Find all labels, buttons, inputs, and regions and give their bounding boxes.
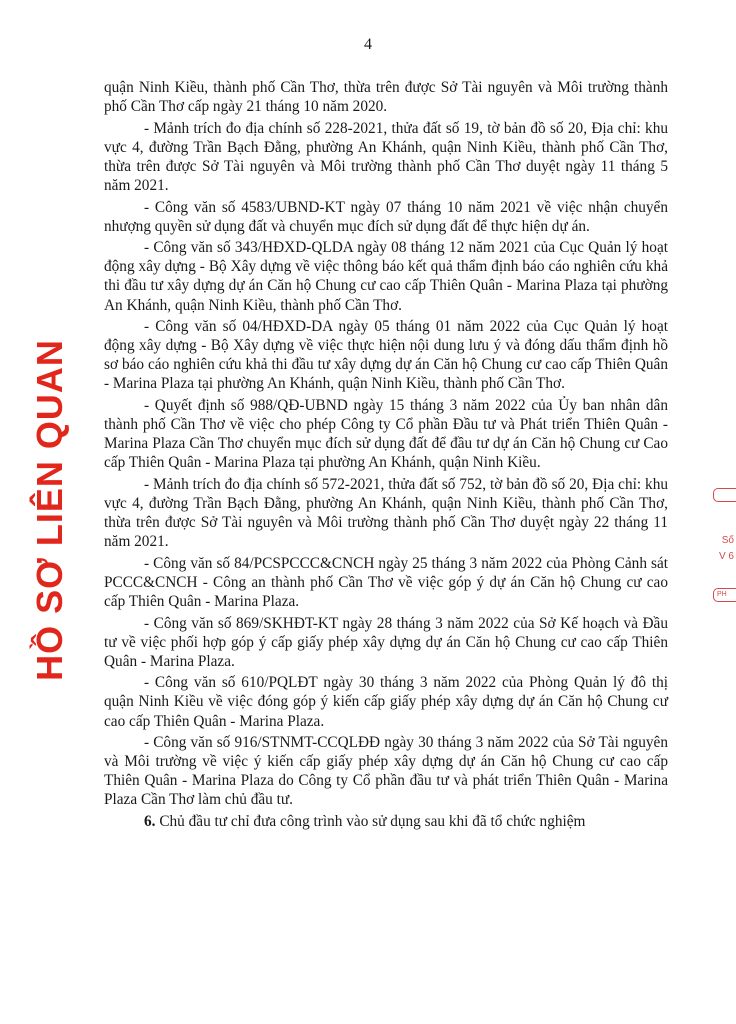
- item-text: Chủ đầu tư chỉ đưa công trình vào sử dụng sau khi đã tổ chức nghiệm: [159, 812, 586, 830]
- document-body: [104, 78, 668, 834]
- paragraph-item: - Công văn số 84/PCSPCCC&CNCH ngày 25 tháng 3 năm 2022 của Phòng Cảnh sát PCCC&CNCH - Công an thành phố Cần Thơ về việc góp ý dự án Căn hộ Chung cư cao cấp Thiên Quân - Marina Plaza.: [104, 554, 668, 610]
- final-numbered-item: [104, 812, 668, 831]
- paragraph-item: - Công văn số 343/HĐXD-QLDA ngày 08 tháng 12 năm 2021 của Cục Quản lý hoạt động xây dựng - Bộ Xây dựng về việc thông báo kết quả thẩm định báo cáo nghiên cứu khả thi đầu tư xây dựng dự án Căn hộ Chung cư cao cấp Thiên Quân - Marina Plaza tại phường An Khánh, quận Ninh Kiều, thành phố Cần Thơ.: [104, 239, 668, 314]
- margin-stamp-bottom: PH: [713, 588, 736, 602]
- paragraph-item: - Công văn số 04/HĐXD-DA ngày 05 tháng 01 năm 2022 của Cục Quản lý hoạt động xây dựng - Bộ Xây dựng về việc thực hiện nội dung lưu ý và đóng dấu thẩm định hồ sơ báo cáo nghiên cứu khả thi đầu tư xây dựng dự án Căn hộ Chung cư cao cấp Thiên Quân - Marina Plaza tại phường An Khánh, quận Ninh Kiều, thành phố Cần Thơ.: [104, 318, 668, 393]
- margin-stamp-top: [713, 488, 736, 502]
- margin-stamp-lower: V 6: [718, 551, 734, 562]
- paragraph-item: - Công văn số 916/STNMT-CCQLĐĐ ngày 30 tháng 3 năm 2022 của Sở Tài nguyên và Môi trường về việc ý kiến cấp giấy phép xây dựng dự án Căn hộ Chung cư cao cấp Thiên Quân - Marina Plaza do Công ty Cổ phần đầu tư và phát triển Thiên Quân - Marina Plaza Cần Thơ làm chủ đầu tư.: [104, 734, 668, 809]
- stamp-text: HỒ SƠ LIÊN QUAN: [29, 339, 70, 681]
- paragraph-item: - Mảnh trích đo địa chính số 572-2021, thửa đất số 752, tờ bản đồ số 20, Địa chỉ: khu vực 4, đường Trần Bạch Đằng, phường An Khánh, quận Ninh Kiều, thành phố Cần Thơ, thừa trên được Sở Tài nguyên và Môi trường thành phố Cần Thơ duyệt ngày 22 tháng 11 năm 2021.: [104, 475, 668, 551]
- margin-stamp-fragments: [708, 480, 736, 620]
- page-number: 4: [364, 36, 372, 53]
- paragraph-item: - Công văn số 4583/UBND-KT ngày 07 tháng 10 năm 2021 về việc nhận chuyển nhượng quyền sử dụng đất và chuyển mục đích sử dụng đất để thực hiện dự án.: [104, 198, 668, 235]
- paragraph-item: - Quyết định số 988/QĐ-UBND ngày 15 tháng 3 năm 2022 của Ủy ban nhân dân thành phố Cần Thơ về việc cho phép Công ty Cổ phần Đầu tư và Phát triển Thiên Quân - Marina Plaza Cần Thơ chuyển mục đích sử dụng đất để đầu tư dự án Căn hộ Chung cư Cao cấp Thiên Quân - Marina Plaza tại phường An Khánh, quận Ninh Kiều.: [104, 397, 668, 472]
- paragraph-item: - Mảnh trích đo địa chính số 228-2021, thửa đất số 19, tờ bản đồ số 20, Địa chỉ: khu vực 4, đường Trần Bạch Đằng, phường An Khánh, quận Ninh Kiều, thành phố Cần Thơ, thừa trên được Sở Tài nguyên và Môi trường thành phố Cần Thơ duyệt ngày 11 tháng 5 năm 2021.: [104, 119, 668, 194]
- related-documents-stamp: [24, 300, 76, 720]
- item-number: 6.: [144, 812, 156, 830]
- paragraph-continuation: quận Ninh Kiều, thành phố Cần Thơ, thừa trên được Sở Tài nguyên và Môi trường thành phố Cần Thơ cấp ngày 21 tháng 10 năm 2020.: [104, 79, 668, 116]
- paragraph-item: - Công văn số 869/SKHĐT-KT ngày 28 tháng 3 năm 2022 của Sở Kế hoạch và Đầu tư về việc phối hợp góp ý cấp giấy phép xây dựng dự án Căn hộ Chung cư cao cấp Thiên Quân - Marina Plaza.: [104, 614, 668, 670]
- margin-stamp-middle: Số: [721, 535, 734, 546]
- paragraph-item: - Công văn số 610/PQLĐT ngày 30 tháng 3 năm 2022 của Phòng Quản lý đô thị quận Ninh Kiều về việc đóng góp ý kiến cấp giấy phép xây dựng dự án Căn hộ Chung cư cao cấp Thiên Quân - Marina Plaza.: [104, 674, 668, 730]
